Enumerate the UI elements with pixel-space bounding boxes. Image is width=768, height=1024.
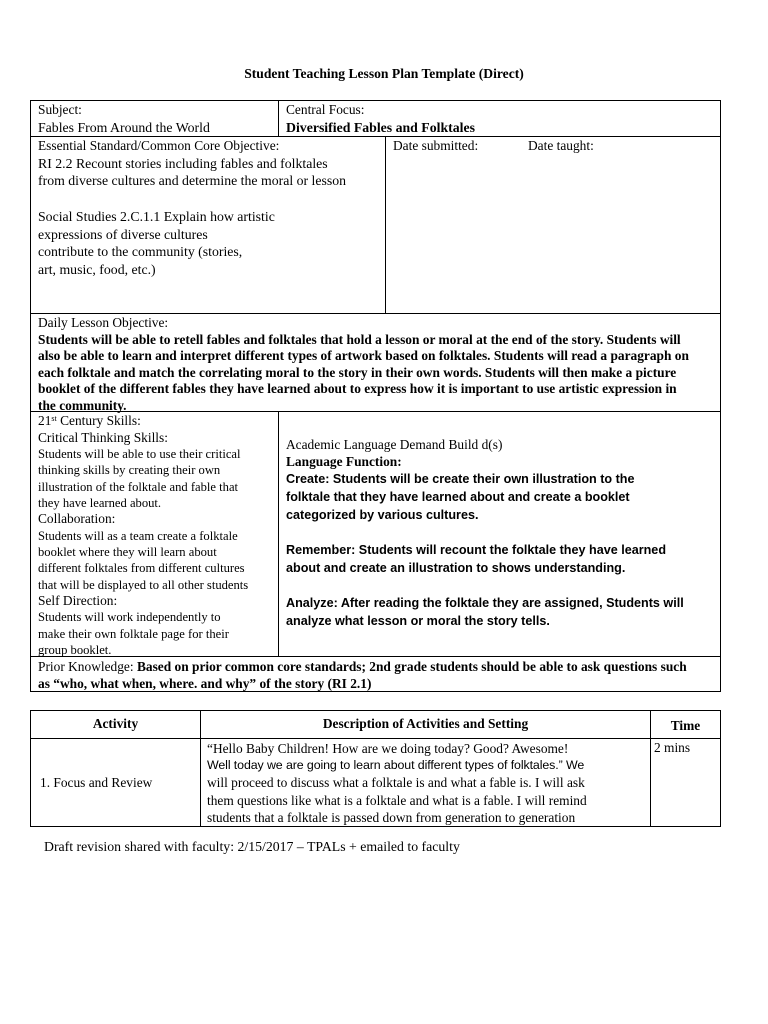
daily-objective-line-5: the community. [38, 397, 127, 413]
create-line-3: categorized by various cultures. [286, 508, 479, 522]
page-title: Student Teaching Lesson Plan Template (Direct) [244, 66, 524, 81]
daily-objective-cell [31, 313, 720, 411]
critical-line-1: Students will be able to use their critical [38, 447, 241, 461]
activity-header: Activity [92, 716, 139, 731]
description-line-5: students that a folktale is passed down from generation to generation [207, 809, 576, 825]
date-submitted-label: Date submitted: [393, 138, 479, 153]
collab-line-4: that will be displayed to all other students [38, 577, 249, 592]
subject-label: Subject: [38, 102, 82, 117]
academic-language-cell [278, 411, 720, 656]
analyze-line-2: analyze what lesson or moral the story tells. [286, 614, 550, 628]
collab-line-2: booklet where they will learn about [38, 544, 217, 559]
selfdir-line-3: group booklet. [38, 642, 112, 657]
description-line-4: them questions like what is a folktale and what is a fable. I will remind [207, 792, 587, 808]
description-cell [200, 738, 650, 826]
subject-cell [31, 101, 278, 136]
description-line-1: “Hello Baby Children! How are we doing today? Good? Awesome! [207, 741, 569, 756]
social-studies-line-3: contribute to the community (stories, [38, 244, 243, 260]
collaboration-label: Collaboration: [38, 511, 116, 527]
standards-cell [31, 136, 385, 313]
social-studies-line-2: expressions of diverse cultures [38, 226, 208, 242]
prior-knowledge-cell [31, 656, 720, 691]
prior-knowledge-line-1: Prior Knowledge: Based on prior common core standards; 2nd grade students should be able to ask questions such [38, 659, 687, 674]
description-line-3: will proceed to discuss what a folktale is and what a fable is. I will ask [207, 775, 585, 791]
language-function-label: Language Function: [286, 453, 402, 469]
time-cell [650, 738, 720, 826]
standards-line-1: RI 2.2 Recount stories including fables and folktales [38, 155, 328, 171]
activity-name: 1. Focus and Review [40, 775, 153, 790]
dates-cell [385, 136, 720, 313]
critical-line-3: illustration of the folktale and fable that [38, 479, 239, 494]
social-studies-line-4: art, music, food, etc.) [38, 261, 156, 277]
time-value: 2 mins [654, 740, 691, 755]
lesson-plan-table [30, 100, 721, 692]
daily-objective-label: Daily Lesson Objective: [38, 315, 169, 330]
draft-revision-note: Draft revision shared with faculty: 2/15/2017 – TPALs + emailed to faculty [44, 839, 460, 854]
activity-table [30, 710, 721, 827]
collab-line-1: Students will as a team create a folktale [38, 528, 238, 543]
central-focus-label: Central Focus: [286, 102, 365, 117]
daily-objective-line-3: each folktale and match the correlating moral to the story in their own words. Students will then make a picture [38, 364, 677, 380]
daily-objective-line-2: also be able to learn and interpret different types of artwork based on folktales. Students will read a paragraph on [38, 348, 689, 363]
standards-line-2: from diverse cultures and determine the moral or lesson [38, 172, 347, 188]
central-focus-value: Diversified Fables and Folktales [286, 119, 475, 135]
description-line-2: Well today we are going to learn about different types of folktales.” We [207, 758, 585, 773]
critical-thinking-label: Critical Thinking Skills: [38, 429, 168, 445]
prior-knowledge-line-2: as “who, what when, where. and why” of the story (RI 2.1) [38, 675, 372, 691]
time-header: Time [650, 711, 720, 738]
social-studies-line-1: Social Studies 2.C.1.1 Explain how artistic [38, 209, 275, 225]
analyze-line-1: Analyze: After reading the folktale they are assigned, Students will [286, 596, 684, 610]
remember-line-2: about and create an illustration to shows understanding. [286, 561, 626, 575]
standards-label: Essential Standard/Common Core Objective: [38, 138, 280, 153]
description-header: Description of Activities and Setting [200, 711, 650, 738]
critical-line-2: thinking skills by creating their own [38, 463, 221, 478]
academic-language-heading: Academic Language Demand Build d(s) [286, 437, 503, 452]
date-taught-label: Date taught: [528, 138, 594, 153]
daily-objective-line-1: Students will be able to retell fables and folktales that hold a lesson or moral at the end of the story. Students will [38, 331, 681, 347]
selfdir-line-2: make their own folktale page for their [38, 626, 229, 641]
collab-line-3: different folktales from different cultures [38, 561, 245, 576]
skills-heading: 21st Century Skills: [38, 413, 141, 428]
skills-cell [31, 411, 278, 656]
activity-cell [31, 738, 200, 826]
daily-objective-line-4: booklet of the different fables they have learned about to express how it is important to use artistic expression in [38, 381, 677, 396]
self-direction-label: Self Direction: [38, 592, 118, 608]
prior-knowledge-label: Prior Knowledge: [38, 659, 137, 674]
subject-value: Fables From Around the World [38, 119, 210, 135]
critical-line-4: they have learned about. [38, 495, 162, 510]
remember-line-1: Remember: Students will recount the folktale they have learned [286, 543, 667, 557]
selfdir-line-1: Students will work independently to [38, 610, 221, 625]
create-line-2: folktale that they have learned about and create a booklet [286, 490, 630, 504]
create-line-1: Create: Students will be create their own illustration to the [286, 472, 635, 486]
central-focus-cell [278, 101, 720, 136]
